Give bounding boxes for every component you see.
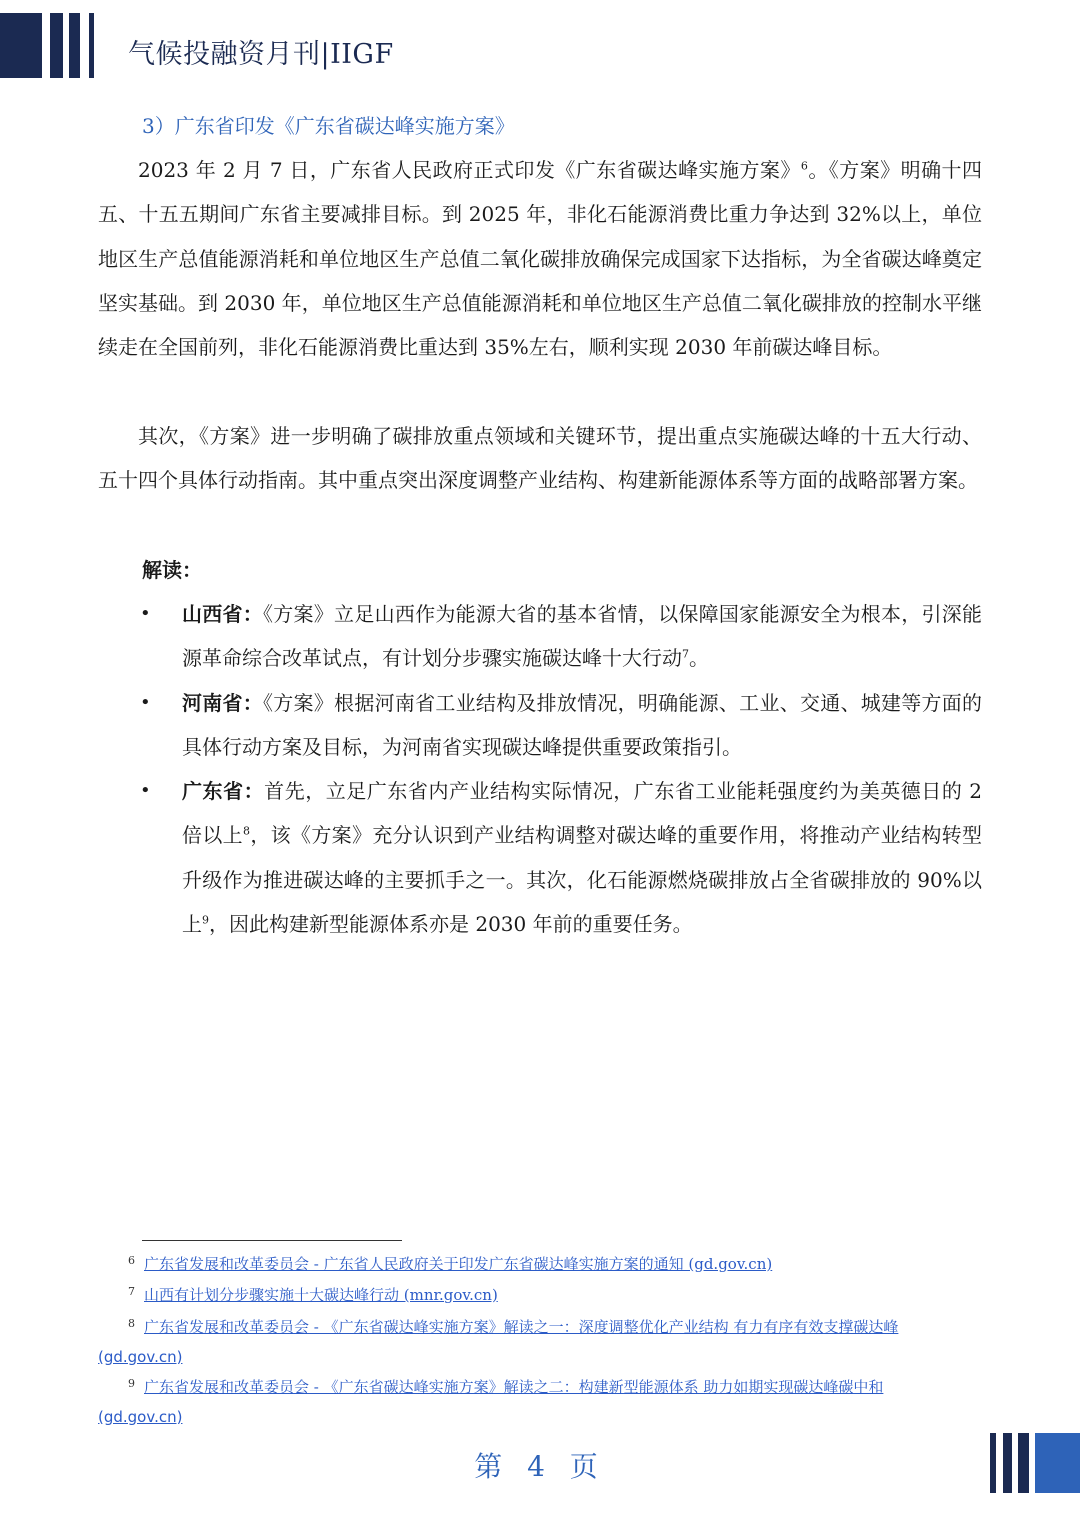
footnote-number: 6 <box>128 1254 135 1267</box>
header-title: 气候投融资月刊|IIGF <box>128 39 394 70</box>
bullet-text-end: ，因此构建新型能源体系亦是 2030 年前的重要任务。 <box>209 911 693 936</box>
footnote-link-continued[interactable]: (gd.gov.cn) <box>98 1408 183 1426</box>
page-number: 第 4 页 <box>474 1450 606 1483</box>
paragraph-1-text-a: 2023 年 2 月 7 日，广东省人民政府正式印发《广东省碳达峰实施方案》 <box>138 158 801 182</box>
bullet-text-end: 。 <box>689 646 709 671</box>
bullet-dot: • <box>140 780 151 801</box>
footnote-link-continued[interactable]: (gd.gov.cn) <box>98 1348 183 1366</box>
paragraph-1-text-b: 。《方案》明确十四五、十五五期间广东省主要减排目标。到 2025 年，非化石能源消费比重力争达到 32%以上，单位地区生产总值能源消耗和单位地区生产总值二氧化碳排放确保完成国家下达指标，为全省碳达峰奠定坚实基础。到 2030 年，单位地区生产总值能源消耗和单位地区生产总值二氧化碳排放的控制水平继续走在全国前列，非化石能源消费比重达到 35%左右，顺利实现 2030 年前碳达峰目标。 <box>98 158 982 360</box>
footnote-ref-6[interactable]: 6 <box>800 159 808 173</box>
bullet-dot: • <box>140 603 151 624</box>
paragraph-1 <box>98 148 982 369</box>
bullet-lead: 河南省： <box>182 691 264 715</box>
footnote-8 <box>98 1312 982 1372</box>
section-title: 3）广东省印发《广东省碳达峰实施方案》 <box>142 114 515 138</box>
bullet-lead: 山西省： <box>182 602 264 626</box>
footer-decoration-bars <box>990 1433 1080 1493</box>
bullet-henan <box>140 681 983 770</box>
footnote-ref-8[interactable]: 8 <box>243 824 250 838</box>
footnote-link[interactable]: 广东省发展和改革委员会 - 广东省人民政府关于印发广东省碳达峰实施方案的通知 (gd.gov.cn) <box>144 1255 773 1273</box>
footnote-ref-7[interactable]: 7 <box>682 647 689 661</box>
footnote-link[interactable]: 广东省发展和改革委员会 - 《广东省碳达峰实施方案》解读之二：构建新型能源体系 助力如期实现碳达峰碳中和 <box>144 1378 884 1396</box>
bullet-text: 首先，立足广东省内产业结构实际情况，广东省工业能耗强度约为美英德日的 2 倍以上 <box>182 779 982 848</box>
bullet-text: 《方案》立足山西作为能源大省的基本省情，以保障国家能源安全为根本，引深能源革命综合改革试点，有计划分步骤实施碳达峰十大行动 <box>182 602 983 671</box>
paragraph-2-text: 其次，《方案》进一步明确了碳排放重点领域和关键环节，提出重点实施碳达峰的十五大行动、五十四个具体行动指南。其中重点突出深度调整产业结构、构建新能源体系等方面的战略部署方案。 <box>98 424 982 493</box>
footnote-ref-9[interactable]: 9 <box>202 913 209 927</box>
interpretation-label: 解读： <box>142 558 202 582</box>
footnote-9 <box>98 1372 982 1432</box>
bullet-guangdong <box>140 769 982 946</box>
bullet-lead: 广东省： <box>182 779 265 803</box>
footnote-divider <box>142 1240 402 1241</box>
footnote-link[interactable]: 广东省发展和改革委员会 - 《广东省碳达峰实施方案》解读之一：深度调整优化产业结构 有力有序有效支撑碳达峰 <box>144 1318 899 1336</box>
footnote-7 <box>98 1280 982 1310</box>
paragraph-2 <box>98 414 982 503</box>
footnote-number: 8 <box>128 1317 135 1330</box>
bullet-shanxi <box>140 592 983 681</box>
footnote-link[interactable]: 山西有计划分步骤实施十大碳达峰行动 (mnr.gov.cn) <box>144 1286 498 1304</box>
footnote-number: 9 <box>128 1377 135 1390</box>
bullet-text-mid: ，该《方案》充分认识到产业结构调整对碳达峰的重要作用，将推动产业结构转型升级作为推进碳达峰的主要抓手之一。其次，化石能源燃烧碳排放占全省碳排放的 90%以上 <box>182 823 982 936</box>
bullet-dot: • <box>140 692 151 713</box>
footnote-6 <box>98 1249 982 1279</box>
footnote-number: 7 <box>128 1285 135 1298</box>
bullet-text: 《方案》根据河南省工业结构及排放情况，明确能源、工业、交通、城建等方面的具体行动方案及目标，为河南省实现碳达峰提供重要政策指引。 <box>182 691 983 760</box>
header-decoration-bars <box>0 13 94 78</box>
